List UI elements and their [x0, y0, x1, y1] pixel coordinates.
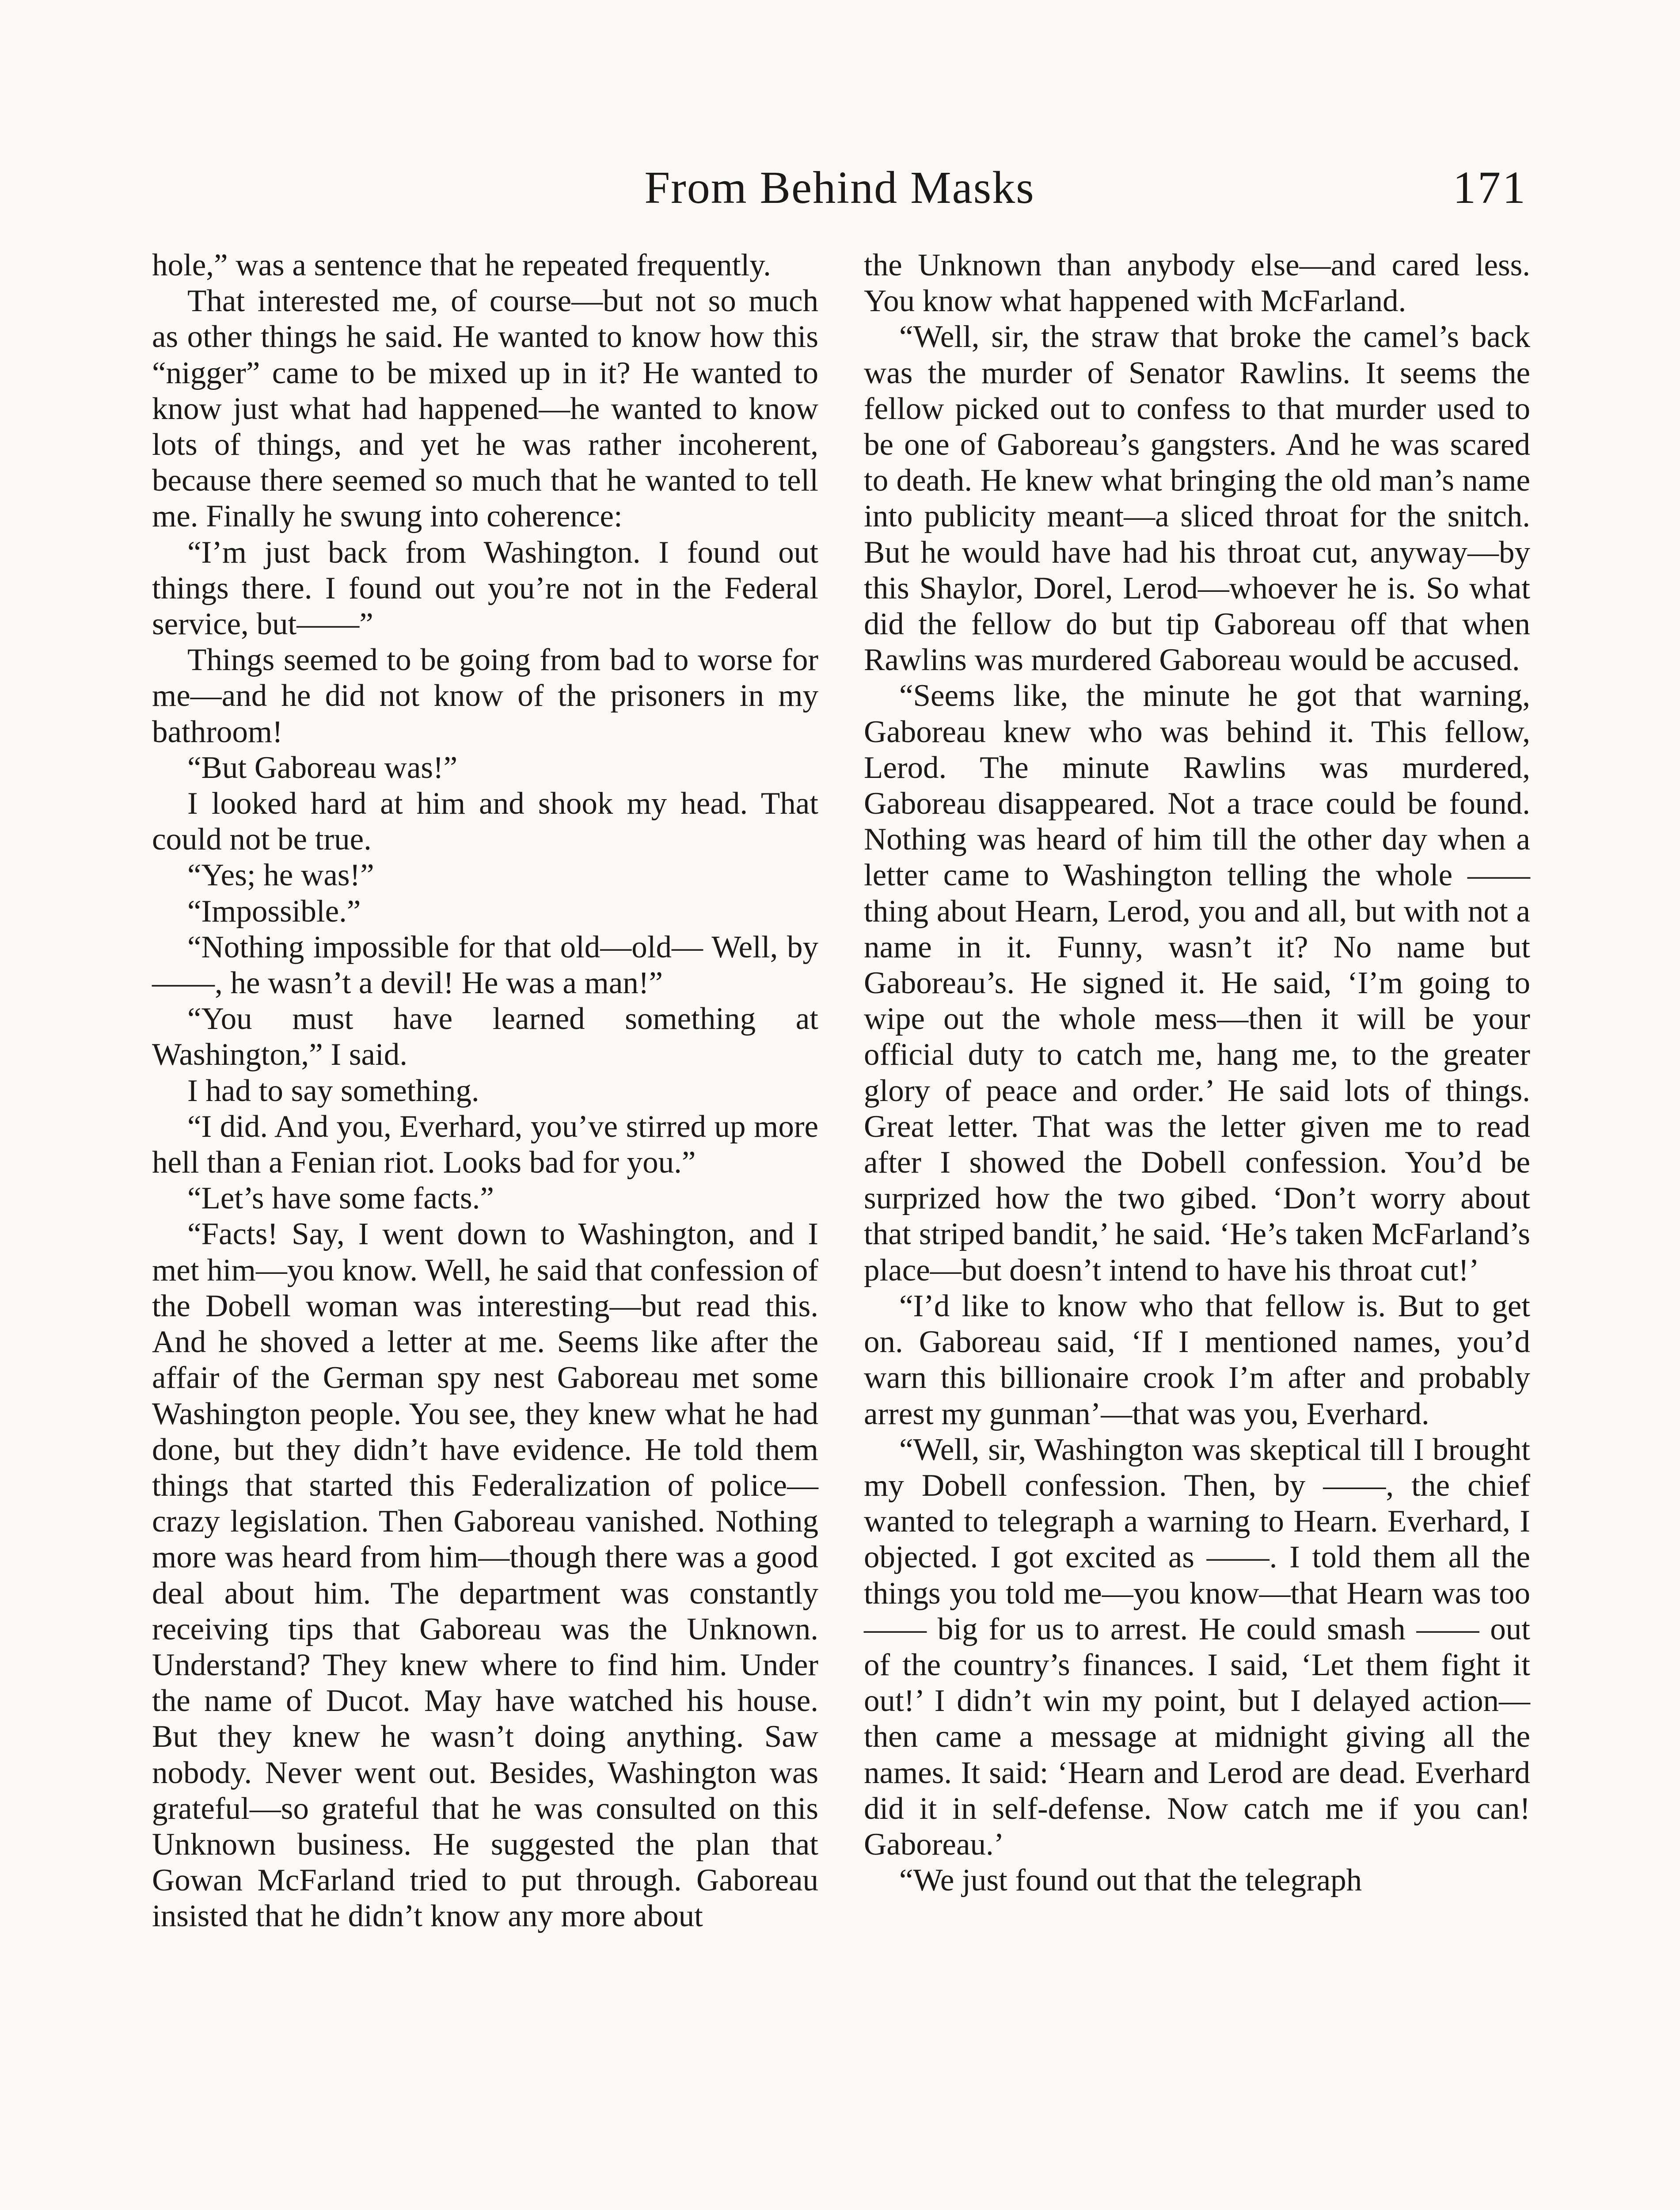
paragraph: I looked hard at him and shook my head. That could not be true. [152, 786, 818, 857]
paragraph: “Seems like, the minute he got that warning, Gaboreau knew who was behind it. This fellow, Lerod. The minute Rawlins was murdered, Gaboreau disappeared. Not a trace could be found. Nothing was heard of him till the other day when a letter came to Washington telling the whole —— thing about Hearn, Lerod, you and all, but with not a name in it. Funny, wasn’t it? No name but Gaboreau’s. He signed it. He said, ‘I’m going to wipe out the whole mess—then it will be your official duty to catch me, hang me, to the greater glory of peace and order.’ He said lots of things. Great letter. That was the letter given me to read after I showed the Dobell confession. You’d be surprized how the two gibed. ‘Don’t worry about that striped bandit,’ he said. ‘He’s taken McFarland’s place—but doesn’t intend to have his throat cut!’ [864, 678, 1530, 1288]
paragraph: the Unknown than anybody else—and cared less. You know what happened with McFarland. [864, 248, 1530, 319]
paragraph: “Well, sir, the straw that broke the camel’s back was the murder of Senator Rawlins. It seems the fellow picked out to confess to that murder used to be one of Gaboreau’s gangsters. And he was scared to death. He knew what bringing the old man’s name into publicity meant—a sliced throat for the snitch. But he would have had his throat cut, anyway—by this Shaylor, Dorel, Lerod—whoever he is. So what did the fellow do but tip Gaboreau off that when Rawlins was murdered Gaboreau would be accused. [864, 320, 1530, 678]
right-column [864, 248, 1530, 1898]
page-number: 171 [1453, 162, 1527, 213]
paragraph: “Nothing impossible for that old—old— Well, by ——, he wasn’t a devil! He was a man!” [152, 930, 818, 1001]
paragraph: “I did. And you, Everhard, you’ve stirred up more hell than a Fenian riot. Looks bad for you.” [152, 1109, 818, 1180]
running-title: From Behind Masks [644, 162, 1035, 213]
paragraph: “We just found out that the telegraph [899, 1863, 1362, 1898]
paragraph: “But Gaboreau was!” [187, 750, 458, 785]
paragraph: “I’d like to know who that fellow is. But to get on. Gaboreau said, ‘If I mentioned names, you’d warn this billionaire crook I’m after and probably arrest my gunman’—that was you, Everhard. [864, 1288, 1530, 1431]
paragraph: That interested me, of course—but not so much as other things he said. He wanted to know how this “nigger” came to be mixed up in it? He wanted to know just what had happened—he wanted to know lots of things, and yet he was rather incoherent, because there seemed so much that he wanted to tell me. Finally he swung into coherence: [152, 284, 818, 534]
paragraph: “Well, sir, Washington was skeptical till I brought my Dobell confession. Then, by ——, the chief wanted to telegraph a warning to Hearn. Everhard, I objected. I got excited as ——. I told them all the things you told me—you know—that Hearn was too —— big for us to arrest. He could smash —— out of the country’s finances. I said, ‘Let them fight it out!’ I didn’t win my point, but I delayed action—then came a message at midnight giving all the names. It said: ‘Hearn and Lerod are dead. Everhard did it in self-defense. Now catch me if you can! Gaboreau.’ [864, 1432, 1530, 1862]
paragraph: “Facts! Say, I went down to Washington, and I met him—you know. Well, he said that confession of the Dobell woman was interesting—but read this. And he shoved a letter at me. Seems like after the affair of the German spy nest Gaboreau met some Washington people. You see, they knew what he had done, but they didn’t have evidence. He told them things that started this Federalization of police—crazy legislation. Then Gaboreau vanished. Nothing more was heard from him—though there was a good deal about him. The department was constantly receiving tips that Gaboreau was the Unknown. Understand? They knew where to find him. Under the name of Ducot. May have watched his house. But they knew he wasn’t doing anything. Saw nobody. Never went out. Besides, Washington was grateful—so grateful that he was consulted on this Unknown business. He suggested the plan that Gowan McFarland tried to put through. Gaboreau insisted that he didn’t know any more about [152, 1217, 818, 1934]
left-column [152, 248, 818, 1935]
paragraph: “Yes; he was!” [187, 858, 374, 893]
paragraph: “You must have learned something at Washington,” I said. [152, 1002, 818, 1072]
paragraph: Things seemed to be going from bad to worse for me—and he did not know of the prisoners in my bathroom! [152, 643, 818, 749]
paragraph: hole,” was a sentence that he repeated frequently. [152, 248, 771, 282]
paragraph: I had to say something. [187, 1073, 479, 1108]
running-header [152, 157, 1527, 223]
paragraph: “I’m just back from Washington. I found out things there. I found out you’re not in the Federal service, but——” [152, 535, 818, 642]
paragraph: “Impossible.” [187, 894, 361, 929]
paragraph: “Let’s have some facts.” [187, 1181, 494, 1216]
